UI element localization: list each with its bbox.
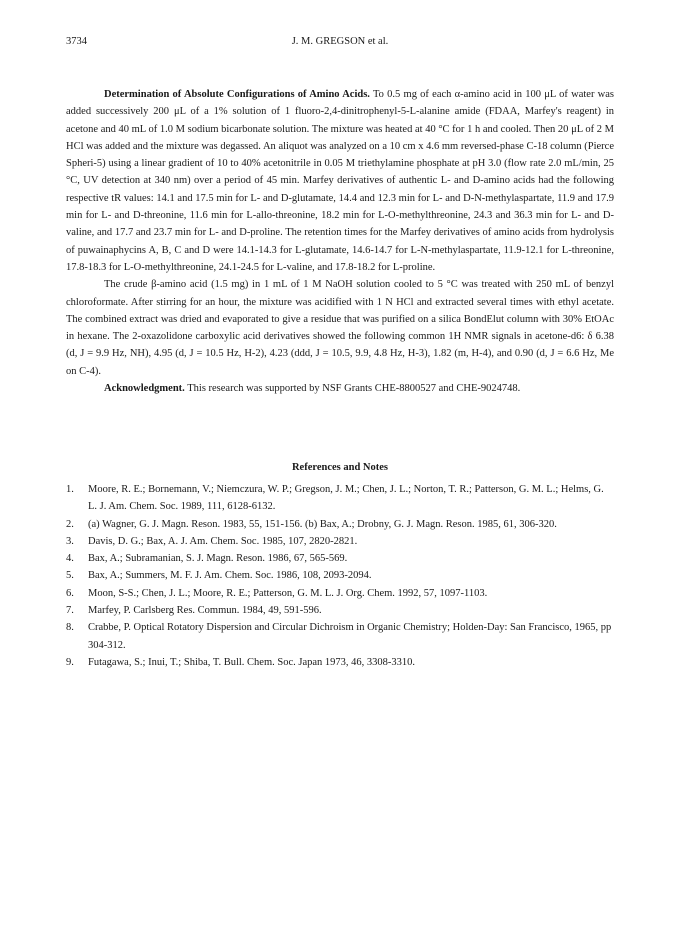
reference-text: Marfey, P. Carlsberg Res. Commun. 1984, 49, 591-596. [88, 605, 322, 617]
reference-text: (a) Wagner, G. J. Magn. Reson. 1983, 55, 151-156. (b) Bax, A.; Drobny, G. J. Magn. Reson. 1985, 61, 306-320. [88, 518, 557, 530]
methods-section [66, 86, 614, 397]
running-title: J. M. GREGSON et al. [291, 36, 389, 47]
reference-item [66, 533, 614, 550]
methods-paragraph-2: The crude β-amino acid (1.5 mg) in 1 mL of 1 M NaOH solution cooled to 5 °C was treated with 250 mL of benzyl chloroformate. After stirring for an hour, the mixture was acidified with 1 N HCl and extracted several times with ethyl acetate. The combined extract was dried and evaporated to give a residue that was purified on a silica BondElut column with 30% EtOAc in hexane. The 2-oxazolidone carboxylic acid derivatives showed the following common 1H NMR signals in acetone-d6: δ 6.38 (d, J = 9.9 Hz, NH), 4.95 (d, J = 10.5 Hz, H-2), 4.23 (ddd, J = 10.5, 9.9, 4.8 Hz, H-3), 1.82 (m, H-4), and 0.90 (d, J = 6.6 Hz, Me on C-4). [66, 279, 614, 377]
page-number: 3734 [66, 36, 87, 47]
methods-paragraph-1-text: To 0.5 mg of each α-amino acid in 100 μL of water was added successively 200 μL of a 1% solution of 1 fluoro-2,4-dinitrophenyl-5-L-alanine amide (FDAA, Marfey's reagent) in acetone and 40 mL of 1.0 M sodium bicarbonate solution. The mixture was heated at 40 °C for 1 h and cooled. Then 20 μL of 2 M HCl was added and the mixture was degassed. An aliquot was analyzed on a 10 cm x 4.6 mm reversed-phase C-18 column (Pierce Spheri-5) using a linear gradient of 10 to 40% acetonitrile in 0.05 M triethylamine phosphate at pH 3.0 (flow rate 2.0 mL/min, 25 °C, UV detection at 340 nm) over a period of 45 min. Marfey derivatives of authentic L- and D-amino acids had the following respective tR values: 14.1 and 17.5 min for L- and D-glutamate, 14.4 and 12.3 min for L- and D-N-methylaspartate, 11.9 and 17.9 min for L- and D-threonine, 11.6 min for L-allo-threonine, 18.2 min for L-O-methylthreonine, 24.3 and 36.3 min for L- and D-valine, and 17.7 and 23.7 min for L- and D-proline. The retention times for the Marfey derivatives of amino acids from hydrolysis of puwainaphycins A, B, C and D were 14.1-14.3 for L-glutamate, 14.6-14.7 for L-N-methylaspartate, 11.9-12.1 for L-threonine, 17.8-18.3 for L-O-methylthreonine, 24.1-24.5 for L-valine, and 17.8-18.2 for L-proline. [66, 89, 615, 273]
reference-number: 1. [66, 484, 74, 495]
reference-text: Davis, D. G.; Bax, A. J. Am. Chem. Soc. 1985, 107, 2820-2821. [88, 535, 358, 547]
references-heading: References and Notes [291, 462, 389, 473]
reference-number: 4. [66, 553, 74, 565]
methods-paragraph-1 [66, 86, 614, 276]
reference-item [66, 585, 614, 602]
reference-text: Bax, A.; Summers, M. F. J. Am. Chem. Soc. 1986, 108, 2093-2094. [88, 570, 372, 582]
acknowledgment-paragraph [66, 380, 614, 397]
references-list [66, 481, 614, 671]
reference-item [66, 516, 614, 533]
reference-number: 2. [66, 518, 74, 530]
reference-text: Moore, R. E.; Bornemann, V.; Niemczura, W. P.; Gregson, J. M.; Chen, J. L.; Norton, T. R.; Patterson, G. M. L.; Helms, G. L. J. Am. Chem. Soc. 1989, 111, 6128-6132. [88, 484, 604, 513]
running-head [66, 36, 614, 54]
reference-text: Futagawa, S.; Inui, T.; Shiba, T. Bull. Chem. Soc. Japan 1973, 46, 3308-3310. [88, 656, 416, 668]
reference-item [66, 602, 614, 619]
acknowledgment-heading: Acknowledgment. [104, 383, 185, 395]
reference-number: 9. [66, 656, 74, 668]
reference-number: 8. [66, 622, 74, 634]
reference-number: 5. [66, 570, 74, 582]
reference-item [66, 567, 614, 584]
acknowledgment-text: This research was supported by NSF Grants CHE-8800527 and CHE-9024748. [187, 383, 521, 395]
reference-item [66, 550, 614, 567]
reference-number: 7. [66, 605, 74, 617]
reference-item [66, 654, 614, 671]
reference-text: Bax, A.; Subramanian, S. J. Magn. Reson. 1986, 67, 565-569. [88, 553, 348, 565]
reference-number: 3. [66, 535, 74, 547]
reference-text: Crabbe, P. Optical Rotatory Dispersion and Circular Dichroism in Organic Chemistry; Holden-Day: San Francisco, 1965, pp 304-312. [88, 622, 612, 651]
methods-heading: Determination of Absolute Configurations of Amino Acids. [104, 89, 370, 100]
reference-text: Moon, S-S.; Chen, J. L.; Moore, R. E.; Patterson, G. M. L. J. Org. Chem. 1992, 57, 1097-1103. [88, 587, 488, 599]
reference-item [66, 619, 614, 654]
reference-item [66, 481, 614, 516]
reference-number: 6. [66, 587, 74, 599]
